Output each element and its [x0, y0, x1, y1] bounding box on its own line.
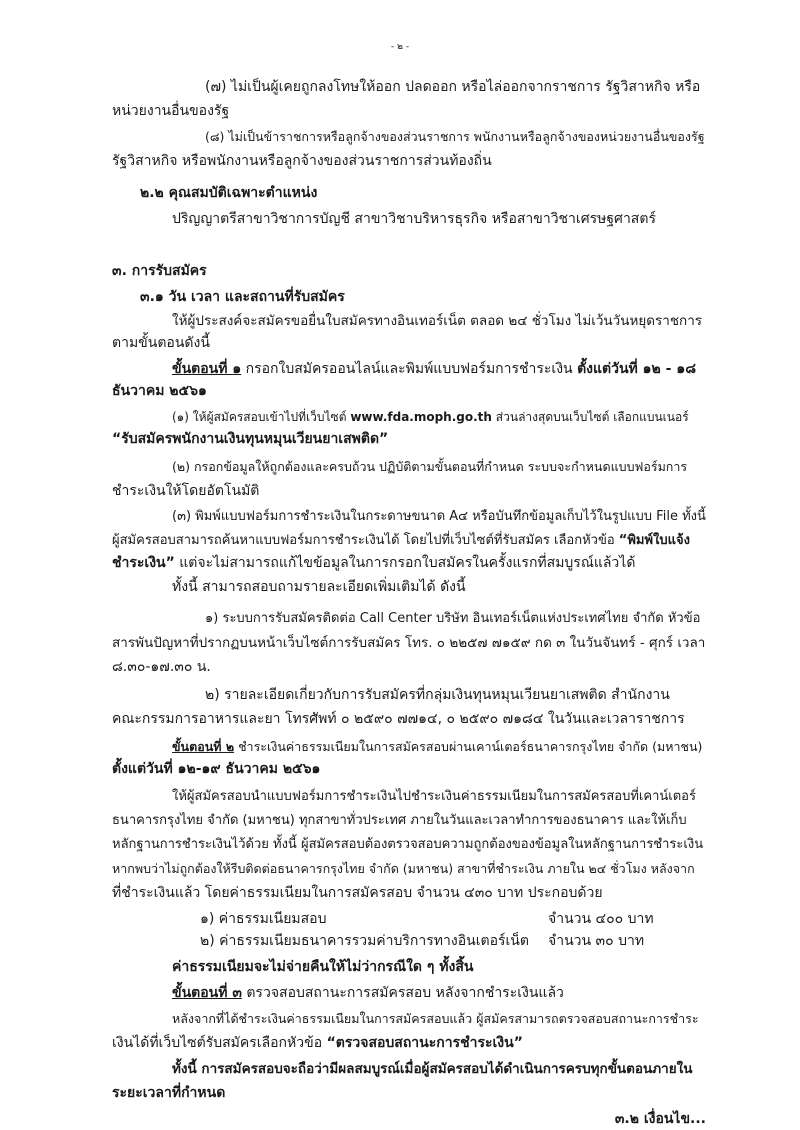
step-1-label: ขั้นตอนที่ ๑	[172, 361, 242, 377]
qualification-8-line2: รัฐวิสาหกิจ หรือพนักงานหรือลูกจ้างของส่วนราชการส่วนท้องถิ่น	[112, 153, 492, 169]
page-number: - ๒ -	[390, 42, 410, 52]
fee-2-label: ๒) ค่าธรรมเนียมธนาคารรวมค่าบริการทางอินเตอร์เน็ต	[200, 933, 529, 949]
qualification-7-line2: หน่วยงานอื่นของรัฐ	[112, 103, 230, 119]
status-check-topic: “ตรวจสอบสถานะการชำระเงิน”	[326, 1035, 523, 1051]
qualification-8-line1: (๘) ไม่เป็นข้าราชการหรือลูกจ้างของส่วนราชการ พนักงานหรือลูกจ้างของหน่วยงานอื่นของรัฐ	[205, 129, 705, 144]
completion-line2: ระยะเวลาที่กำหนด	[112, 1085, 226, 1101]
website-url: www.fda.moph.go.th	[350, 410, 492, 424]
completion-line1: ทั้งนี้ การสมัครสอบจะถือว่ามีผลสมบูรณ์เมื่อผู้สมัครสอบได้ดำเนินการครบทุกขั้นตอนภายใน	[172, 1061, 693, 1077]
print-slip-topic-cont: ชำระเงิน”	[112, 555, 175, 571]
payment-line5: ที่ชำระเงินแล้ว โดยค่าธรรมเนียมในการสมัครสอบ จำนวน ๔๓๐ บาท ประกอบด้วย	[112, 885, 603, 901]
step-1-text: กรอกใบสมัครออนไลน์และพิมพ์แบบฟอร์มการชำระเงิน	[245, 361, 573, 377]
step-2-line	[172, 738, 702, 756]
contact-1-line2: สารพันปัญหาที่ปรากฏบนหน้าเว็บไซต์การรับสมัคร โทร. ๐ ๒๒๕๗ ๗๑๕๙ กด ๓ ในวันจันทร์ - ศุกร์ เวลา	[112, 635, 706, 651]
banner-name: “รับสมัครพนักงานเงินทุนหมุนเวียนยาเสพติด”	[112, 431, 389, 447]
payment-line3: หลักฐานการชำระเงินไว้ด้วย ทั้งนี้ ผู้สมัครสอบต้องตรวจสอบความถูกต้องของข้อมูลในหลักฐานการชำระเงิน	[112, 837, 704, 852]
item-2-line2: ชำระเงินให้โดยอัตโนมัติ	[112, 483, 260, 499]
payment-line1: ให้ผู้สมัครสอบนำแบบฟอร์มการชำระเงินไปชำระเงินค่าธรรมเนียมในการสมัครสอบที่เคาน์เตอร์	[172, 789, 696, 804]
print-slip-topic: “พิมพ์ใบแจ้ง	[618, 533, 690, 548]
contact-2-line2: คณะกรรมการอาหารและยา โทรศัพท์ ๐ ๒๕๙๐ ๗๗๑๔, ๐ ๒๕๙๐ ๗๑๘๔ ในวันและเวลาราชการ	[112, 711, 685, 727]
section-2-2-text: ปริญญาตรีสาขาวิชาการบัญชี สาขาวิชาบริหารธุรกิจ หรือสาขาวิชาเศรษฐศาสตร์	[172, 211, 656, 227]
continuation-marker: ๓.๒ เงื่อนไข...	[614, 1111, 706, 1127]
item-3-text-cont: แต่จะไม่สามารถแก้ไขข้อมูลในการกรอกใบสมัครในครั้งแรกที่สมบูรณ์แล้วได้	[179, 555, 636, 571]
item-3-line1: (๓) พิมพ์แบบฟอร์มการชำระเงินในกระดาษขนาด A๔ หรือบันทึกข้อมูลเก็บไว้ในรูปแบบ File ทั้งนี้	[172, 509, 706, 524]
item-3-line3	[112, 554, 635, 572]
fee-2-amount: จำนวน ๓๐ บาท	[548, 933, 645, 949]
payment-line4: หากพบว่าไม่ถูกต้องให้รีบติดต่อธนาคารกรุงไทย จำกัด (มหาชน) สาขาที่ชำระเงิน ภายใน ๒๔ ชั่วโมง หลังจาก	[112, 861, 695, 876]
section-3-1-heading: ๓.๑ วัน เวลา และสถานที่รับสมัคร	[140, 289, 345, 305]
contact-1-line1: ๑) ระบบการรับสมัครติดต่อ Call Center บริษัท อินเทอร์เน็ตแห่งประเทศไทย จำกัด หัวข้อ	[205, 611, 701, 626]
section-2-2-heading: ๒.๒ คุณสมบัติเฉพาะตำแหน่ง	[140, 185, 318, 201]
item-1-text-cont: ส่วนล่างสุดบนเว็บไซต์ เลือกแบนเนอร์	[495, 410, 689, 424]
step-3-label: ขั้นตอนที่ ๓	[172, 985, 242, 1001]
step-1-date-line2: ธันวาคม ๒๕๖๑	[112, 383, 207, 399]
qualification-7-line1: (๗) ไม่เป็นผู้เคยถูกลงโทษให้ออก ปลดออก หรือไล่ออกจากราชการ รัฐวิสาหกิจ หรือ	[205, 79, 701, 95]
step-2-label: ขั้นตอนที่ ๒	[172, 739, 235, 754]
item-1-line1	[172, 408, 689, 426]
status-check-line2	[112, 1034, 523, 1052]
contact-2-line1: ๒) รายละเอียดเกี่ยวกับการรับสมัครที่กลุ่มเงินทุนหมุนเวียนยาเสพติด สำนักงาน	[205, 687, 670, 703]
item-3-text: ผู้สมัครสอบสามารถค้นหาแบบฟอร์มการชำระเงินได้ โดยไปที่เว็บไซต์ที่รับสมัคร เลือกหัวข้อ	[112, 533, 615, 548]
contact-intro: ทั้งนี้ สามารถสอบถามรายละเอียดเพิ่มเติมได้ ดังนี้	[172, 579, 466, 595]
status-check-line1: หลังจากที่ได้ชำระเงินค่าธรรมเนียมในการสมัครสอบแล้ว ผู้สมัครสามารถตรวจสอบสถานะการชำระ	[172, 1011, 699, 1026]
step-1-date: ตั้งแต่วันที่ ๑๒ - ๑๘	[577, 361, 697, 377]
step-2-text: ชำระเงินค่าธรรมเนียมในการสมัครสอบผ่านเคาน์เตอร์ธนาคารกรุงไทย จำกัด (มหาชน)	[238, 739, 703, 754]
status-check-text: เงินได้ที่เว็บไซต์รับสมัครเลือกหัวข้อ	[112, 1035, 323, 1051]
no-refund-notice: ค่าธรรมเนียมจะไม่จ่ายคืนให้ไม่ว่ากรณีใด ๆ ทั้งสิ้น	[172, 959, 474, 975]
step-3-text: ตรวจสอบสถานะการสมัครสอบ หลังจากชำระเงินแล้ว	[246, 985, 564, 1001]
fee-1-label: ๑) ค่าธรรมเนียมสอบ	[200, 911, 327, 927]
item-3-line2	[112, 532, 690, 550]
step-3-line	[172, 984, 564, 1002]
item-1-text: (๑) ให้ผู้สมัครสอบเข้าไปที่เว็บไซต์	[172, 410, 347, 424]
intro-line2: ตามขั้นตอนดังนี้	[112, 335, 210, 351]
fee-1-amount: จำนวน ๔๐๐ บาท	[548, 911, 654, 927]
payment-line2: ธนาคารกรุงไทย จำกัด (มหาชน) ทุกสาขาทั่วประเทศ ภายในวันและเวลาทำการของธนาคาร และให้เก็บ	[112, 813, 687, 828]
contact-1-line3: ๘.๓๐-๑๗.๓๐ น.	[112, 659, 211, 675]
step-1-line	[172, 360, 696, 378]
section-3-heading: ๓. การรับสมัคร	[112, 263, 207, 279]
item-2-line1: (๒) กรอกข้อมูลให้ถูกต้องและครบถ้วน ปฏิบัติตามขั้นตอนที่กำหนด ระบบจะกำหนดแบบฟอร์มการ	[172, 459, 688, 474]
step-2-date: ตั้งแต่วันที่ ๑๒-๑๙ ธันวาคม ๒๕๖๑	[112, 761, 321, 777]
intro-line1: ให้ผู้ประสงค์จะสมัครขอยื่นใบสมัครทางอินเทอร์เน็ต ตลอด ๒๔ ชั่วโมง ไม่เว้นวันหยุดราชการ	[172, 313, 703, 329]
